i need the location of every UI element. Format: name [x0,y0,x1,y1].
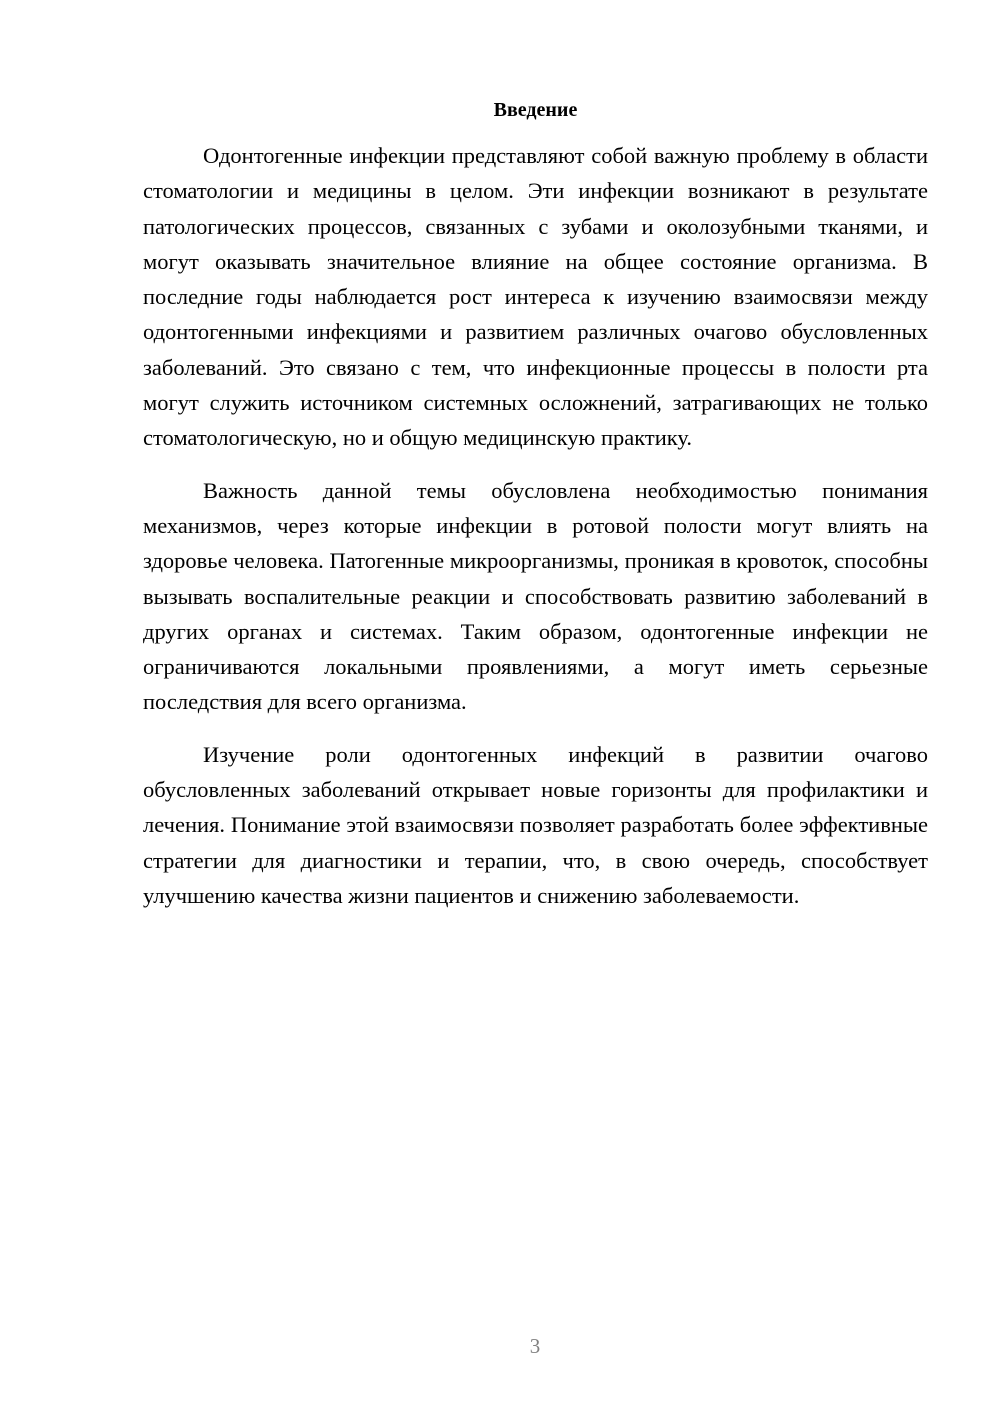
paragraph-3: Изучение роли одонтогенных инфекций в развитии очагово обусловленных заболеваний открывает новые горизонты для профилактики и лечения. Понимание этой взаимосвязи позволяет разработать более эффективные стратегии для диагностики и терапии, что, в свою очередь, способствует улучшению качества жизни пациентов и снижению заболеваемости. [143,741,928,908]
paragraph-2: Важность данной темы обусловлена необходимостью понимания механизмов, через которые инфекции в ротовой полости могут влиять на здоровье человека. Патогенные микроорганизмы, проникая в кровоток, способны вызывать воспалительные реакции и способствовать развитию заболеваний в других органах и системах. Таким образом, одонтогенные инфекции не ограничиваются локальными проявлениями, а могут иметь серьезные последствия для всего организма. [143,477,928,715]
page-number: 3 [529,1334,541,1358]
page-title: Введение [493,99,578,121]
paragraph-1: Одонтогенные инфекции представляют собой важную проблему в области стоматологии и медицины в целом. Эти инфекции возникают в результате патологических процессов, связанных с зубами и околозубными тканями, и могут оказывать значительное влияние на общее состояние организма. В последние годы наблюдается рост интереса к изучению взаимосвязи между одонтогенными инфекциями и развитием различных очагово обусловленных заболеваний. Это связано с тем, что инфекционные процессы в полости рта могут служить источником системных осложнений, затрагивающих не только стоматологическую, но и общую медицинскую практику. [143,143,928,451]
page-content [143,96,928,913]
